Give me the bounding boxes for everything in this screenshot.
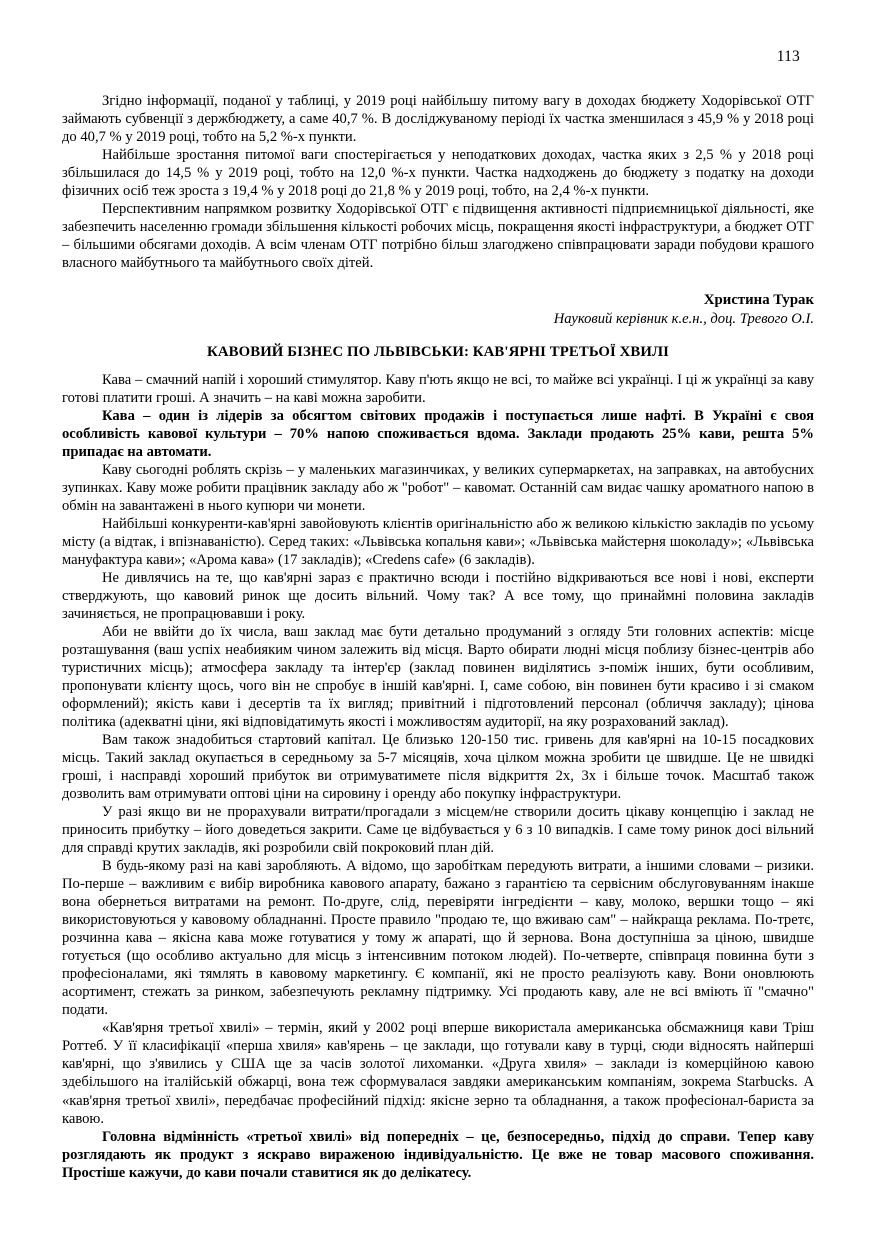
paragraph: Головна відмінність «третьої хвилі» від попередніх – це, безпосередньо, підхід до справи. Тепер каву розглядають як продукт з яскраво вираженою індивідуальністю. Це вже не товар масового споживання. Простіше кажучи, до кави почали ставитися як до делікатесу. <box>62 1128 814 1181</box>
paragraph: Згідно інформації, поданої у таблиці, у 2019 році найбільшу питому вагу в доходах бюджету Ходорівської ОТГ займають субвенції з держбюджету, а саме 40,7 %. В досліджуваному періоді їх частка зменшилася з 45,9 % у 2018 році до 40,7 % у 2019 році, тобто на 5,2 %-х пункти. <box>62 93 814 146</box>
paragraph: У разі якщо ви не прорахували витрати/прогадали з місцем/не створили досить цікаву концепцію і заклад не приносить прибутку – його доведеться закрити. Саме це відбувається у 6 з 10 випадків. І саме тому ринок досі вільний для справді крутих закладів, які розробили свій покроковий план дій. <box>62 804 814 857</box>
paragraph: Перспективним напрямком розвитку Ходорівської ОТГ є підвищення активності підприємницької діяльності, яке забезпечить населенню громади збільшення кількості робочих місць, покращення якості інфраструктури, а бюджет ОТГ – більшими обсягами доходів. А всім членам ОТГ потрібно більш злагоджено співпрацювати заради побудови крашого власного майбутнього та майбутнього своїх дітей. <box>62 201 814 272</box>
paragraph: В будь-якому разі на каві заробляють. А відомо, що заробіткам передують витрати, а іншими словами – ризики. По-перше – важливим є вибір виробника кавового апарату, бажано з гарантією та сервісним обслуговуванням інакше вона обернеться витратами на ремонт. По-друге, слід, перевіряти інгредієнти – каву, молоко, вершки тощо – які використовуються у кавовому обладнанні. Просте правило "продаю те, що вживаю сам" – найкраща реклама. По-третє, розчинна кава – якісна кава може готуватися у тому ж апараті, що й зернова. Вона доступніша за ціною, швидше готується (що особливо актуально для місць з інтенсивним потоком людей). По-четверте, співпраця повинна бути з професіоналами, які тямлять в кавовому маркетингу. Є компанії, які не просто реалізують каву. Вони оновлюють асортимент, стежать за ринком, забезпечують рекламну підтримку. Усі продають каву, але не всі вміють її "смачно" подати. <box>62 858 814 1019</box>
page-number: 113 <box>776 48 800 65</box>
paragraph: Найбільші конкуренти-кав'ярні завойовують клієнтів оригінальністю або ж великою кількістю закладів по усьому місту (а відтак, і впізнаваністю). Серед таких: «Львівська копальня кави»; «Львівська майстерня шоколаду»; «Львівська мануфактура кави»; «Арома кава» (17 закладів); «Credens cafe» (6 закладів). <box>62 516 814 569</box>
paragraph: Найбільше зростання питомої ваги спостерігається у неподаткових доходах, частка яких з 2,5 % у 2018 році збільшилася до 14,5 % у 2019 році, тобто на 12,0 %-х пункти. Частка надходжень до бюджету з податку на доходи фізичних осіб теж зроста з 19,4 % у 2018 році до 21,8 % у 2019 році, тобто, на 2,4 %-х пункти. <box>62 147 814 200</box>
article-title: КАВОВИЙ БІЗНЕС ПО ЛЬВІВСЬКИ: КАВ'ЯРНІ ТРЕТЬОЇ ХВИЛІ <box>207 343 669 360</box>
paragraph: «Кав'ярня третьої хвилі» – термін, який у 2002 році вперше використала американська обсмажниця кави Тріш Роттеб. У її класифікації «перша хвиля» кав'ярень – це заклади, що готували каву в турці, сюди відносять найперші кав'ярні, що з'явились у США ще за часів золотої лихоманки. «Друга хвиля» – заклади із комерційною кавою здебільшого на італійській обжарці, вона теж сформувалася завдяки американським компаніям, зокрема Starbucks. А «кав'ярня третьої хвилі», передбачає професійний підхід: якісне зерно та обладнання, а також професіонал-бариста за кавою. <box>62 1020 814 1127</box>
paragraph: Вам також знадобиться стартовий капітал. Це близько 120-150 тис. гривень для кав'ярні на 10-15 посадкових місць. Такий заклад окупається в середньому за 5-7 місяцяів, хоча цілком можна зробити це швидше. Це не швидкі гроші, і насправді хороший прибуток ви отримуватимете після відкриття 2х, 3х і більше точок. Масштаб також дозволить вам отримувати оптові ціни на сировину і оренду або покупку інфраструктури. <box>62 732 814 803</box>
article-body <box>62 371 814 1182</box>
intro-section <box>62 92 814 272</box>
paragraph: Не дивлячись на те, що кав'ярні зараз є практично всюди і постійно відкриваються все нові і нові, експерти стверджують, що кавовий ринок ще досить вільний. Чому так? А все тому, що принаймні половина закладів зачиняється, не пропрацювавши і року. <box>62 570 814 623</box>
supervisor-line: Науковий керівник к.е.н., доц. Тревого О.І. <box>553 310 814 327</box>
author-name: Христина Турак <box>703 292 814 309</box>
paragraph: Кава – один із лідерів за обсягтом світових продажів і поступається лише нафті. В Україні є своя особливість кавової культури – 70% напою споживається вдома. Заклади продають 25% кави, решта 5% припадає на автомати. <box>62 407 814 460</box>
paragraph: Аби не ввійти до їх числа, ваш заклад має бути детально продуманий з огляду 5ти головних аспектів: місце розташування (ваш успіх неабияким чином залежить від місця. Варто обирати людні місця поблизу бізнес-центрів або туристичних місць); атмосфера закладу та інтер'єр (заклад повинен виділятись з-поміж інших, бути особливим, пропонувати клієнту щось, чого він не спробує в іншій кав'ярні. І, саме собою, він повинен бути красиво і зі смаком оформлений); якість кави і десертів та їх вигляд; привітний і підготовлений персонал (обличчя закладу); цінова політика (адекватні ціни, які відповідатимуть якості і можливостям аудиторії, на яку розрахований заклад). <box>62 624 814 731</box>
paragraph: Каву сьогодні роблять скрізь – у маленьких магазинчиках, у великих супермаркетах, на заправках, на автобусних зупинках. Каву може робити працівник закладу або ж "робот" – кавомат. Останній сам видає чашку ароматного напою в обмін на завантажені в нього купюри чи монети. <box>62 461 814 514</box>
paragraph: Кава – смачний напій і хороший стимулятор. Каву п'ють якщо не всі, то майже всі українці. І ці ж українці за каву готові платити гроші. А значить – на каві можна заробити. <box>62 371 814 406</box>
